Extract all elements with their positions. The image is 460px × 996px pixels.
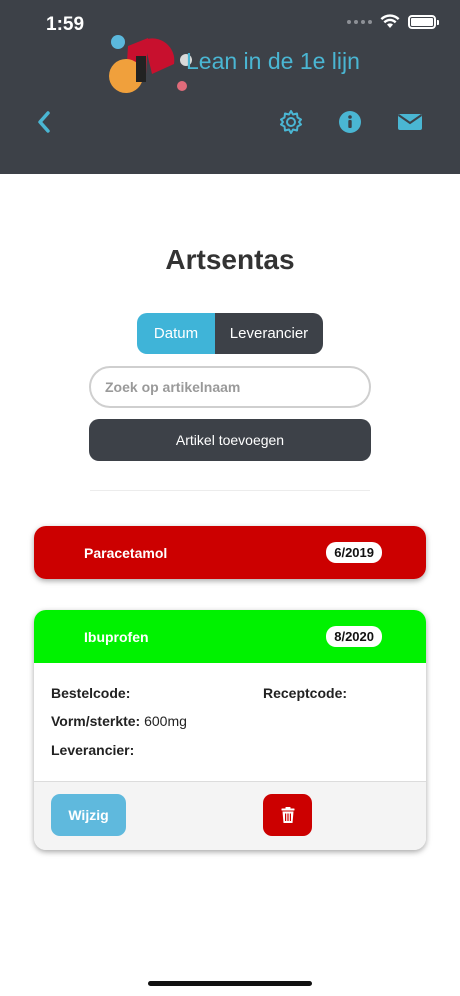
article-actions bbox=[34, 782, 426, 850]
app-logo bbox=[108, 34, 192, 98]
article-card[interactable] bbox=[34, 526, 426, 579]
article-details bbox=[34, 663, 426, 782]
article-card[interactable] bbox=[34, 610, 426, 850]
search-input[interactable] bbox=[89, 366, 371, 408]
leverancier-field: Leverancier: bbox=[51, 742, 135, 758]
battery-icon bbox=[408, 15, 436, 29]
article-name: Ibuprofen bbox=[84, 628, 149, 645]
chevron-left-icon[interactable] bbox=[28, 106, 60, 138]
signal-icon bbox=[347, 20, 372, 24]
trash-icon bbox=[281, 807, 295, 823]
mail-icon[interactable] bbox=[394, 106, 426, 138]
wifi-icon bbox=[380, 14, 400, 29]
status-icons bbox=[347, 14, 436, 29]
app-title: Lean in de 1e lijn bbox=[186, 48, 360, 74]
vorm-sterkte-field bbox=[51, 713, 187, 729]
article-name: Paracetamol bbox=[84, 544, 168, 561]
bestelcode-field: Bestelcode: bbox=[51, 685, 131, 701]
edit-button[interactable]: Wijzig bbox=[51, 794, 126, 836]
add-article-button[interactable]: Artikel toevoegen bbox=[89, 419, 371, 461]
receptcode-field: Receptcode: bbox=[263, 685, 348, 701]
article-date-badge: 6/2019 bbox=[326, 542, 382, 563]
sort-leverancier-button[interactable]: Leverancier bbox=[215, 313, 323, 354]
sort-toggle bbox=[137, 313, 323, 354]
status-time: 1:59 bbox=[46, 14, 85, 35]
delete-button[interactable] bbox=[263, 794, 312, 836]
page-title: Artsentas bbox=[165, 244, 295, 275]
gear-icon[interactable] bbox=[275, 106, 307, 138]
article-card-header[interactable] bbox=[34, 526, 426, 579]
vorm-sterkte-label: Vorm/sterkte: bbox=[51, 713, 141, 729]
app-header bbox=[0, 0, 460, 174]
info-icon[interactable] bbox=[334, 106, 366, 138]
sort-datum-button[interactable]: Datum bbox=[137, 313, 215, 354]
article-date-badge: 8/2020 bbox=[326, 626, 382, 647]
vorm-sterkte-value: 600mg bbox=[144, 713, 187, 729]
home-indicator bbox=[148, 981, 312, 986]
article-card-header[interactable] bbox=[34, 610, 426, 663]
divider bbox=[90, 490, 370, 491]
